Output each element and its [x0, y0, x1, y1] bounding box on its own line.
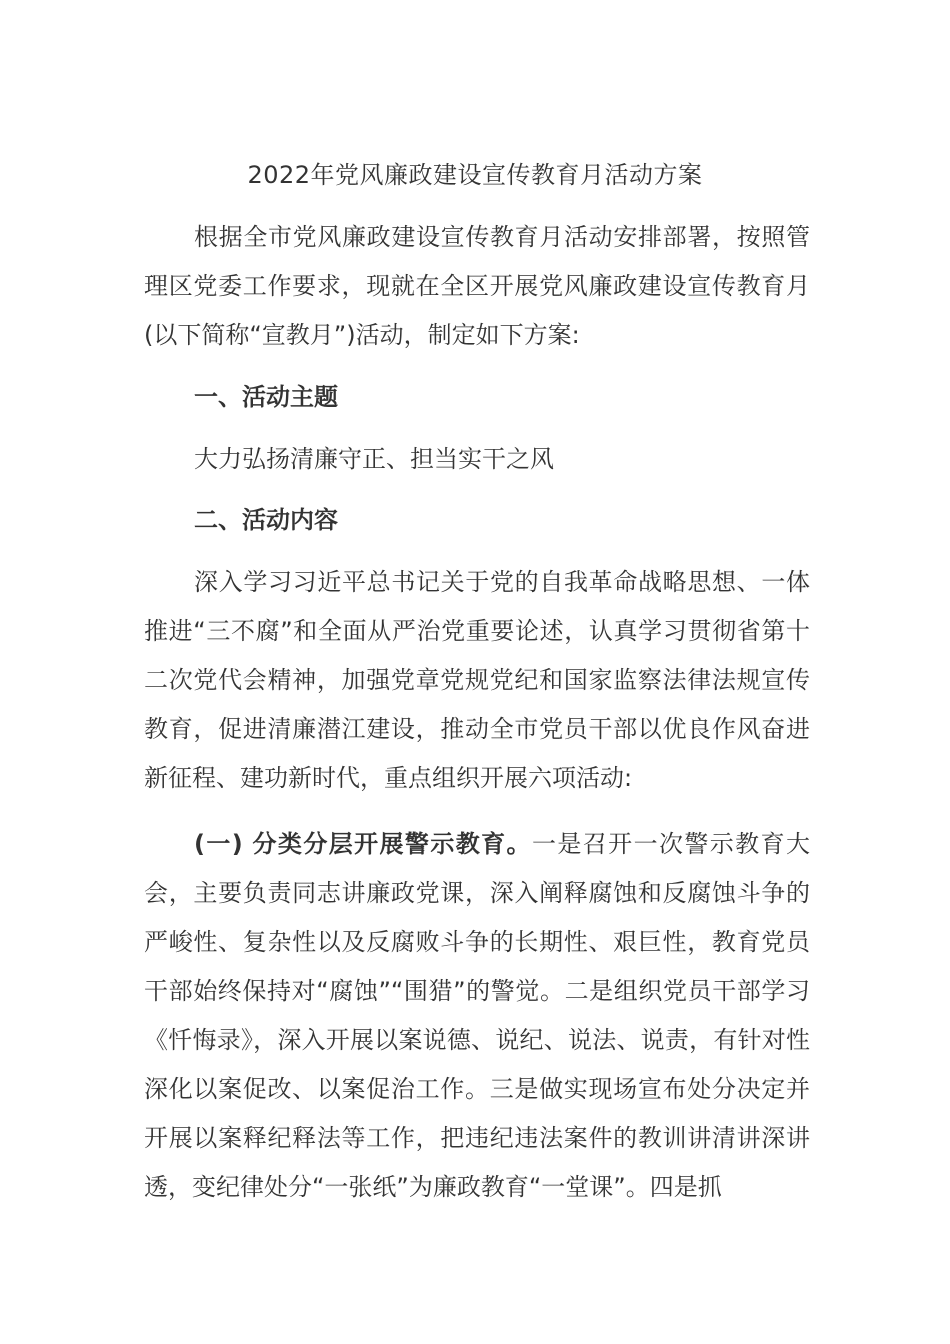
section-2-content: [144, 558, 810, 803]
item-1: [144, 820, 810, 1212]
section-1: [144, 373, 810, 422]
section-1-heading: 一、活动主题: [194, 383, 338, 411]
item-1-paragraph: [144, 820, 810, 1212]
document-title: 2022年党风廉政建设宣传教育月活动方案: [247, 161, 703, 189]
content-paragraph: 深入学习习近平总书记关于党的自我革命战略思想、一体推进“三不腐”和全面从严治党重要论述，认真学习贯彻省第十二次党代会精神，加强党章党规党纪和国家监察法律法规宣传教育，促进清廉潜江建设，推动全市党员干部以优良作风奋进新征程、建功新时代，重点组织开展六项活动:: [144, 568, 810, 792]
section-2: [144, 496, 810, 545]
document-body: [144, 213, 810, 360]
item-1-lead: (一) 分类分层开展警示教育。: [194, 830, 532, 858]
section-2-heading: 二、活动内容: [194, 506, 338, 534]
section-1-content: [144, 435, 810, 484]
theme-text: 大力弘扬清廉守正、担当实干之风: [194, 445, 554, 473]
intro-paragraph: 根据全市党风廉政建设宣传教育月活动安排部署，按照管理区党委工作要求，现就在全区开展党风廉政建设宣传教育月(以下简称“宣教月”)活动，制定如下方案:: [144, 223, 810, 349]
item-1-body: 一是召开一次警示教育大会，主要负责同志讲廉政党课，深入阐释腐蚀和反腐蚀斗争的严峻性、复杂性以及反腐败斗争的长期性、艰巨性，教育党员干部始终保持对“腐蚀”“围猎”的警觉。二是组织党员干部学习《忏悔录》，深入开展以案说德、说纪、说法、说责，有针对性深化以案促改、以案促治工作。三是做实现场宣布处分决定并开展以案释纪释法等工作，把违纪违法案件的教训讲清讲深讲透，变纪律处分“一张纸”为廉政教育“一堂课”。四是抓: [144, 830, 810, 1201]
